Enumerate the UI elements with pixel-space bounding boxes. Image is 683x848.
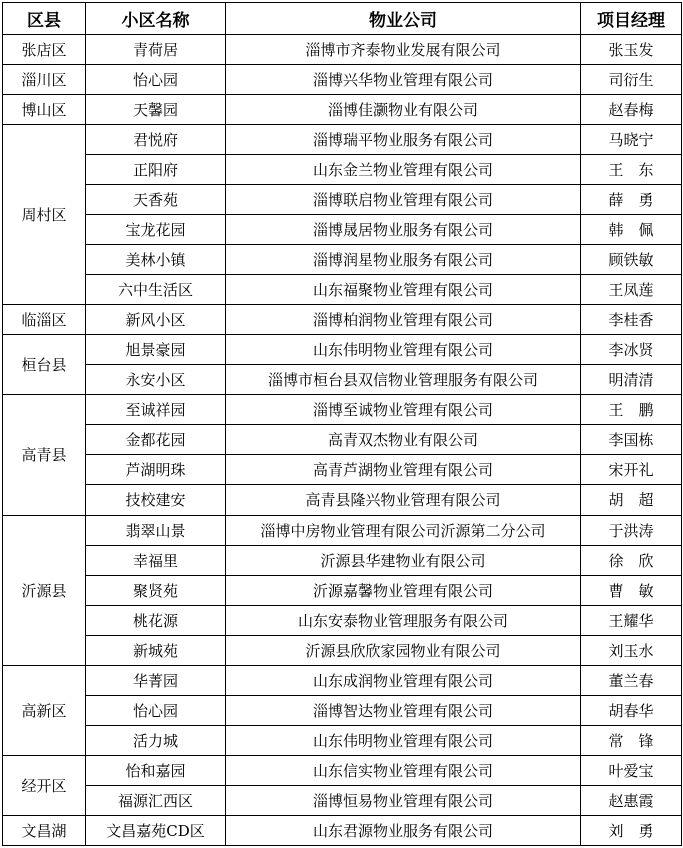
table-row	[3, 785, 682, 815]
community-cell: 美林小镇	[86, 245, 226, 275]
table-row	[3, 245, 682, 275]
header-community: 小区名称	[86, 3, 226, 35]
company-cell: 淄博瑞平物业服务有限公司	[226, 125, 581, 155]
district-cell: 淄川区	[3, 65, 86, 95]
table-row	[3, 35, 682, 65]
manager-cell: 刘 勇	[581, 815, 682, 845]
manager-cell: 叶爱宝	[581, 755, 682, 785]
header-row	[3, 3, 682, 35]
community-cell: 怡心园	[86, 65, 226, 95]
community-cell: 天香苑	[86, 185, 226, 215]
community-cell: 怡和嘉园	[86, 755, 226, 785]
table-row	[3, 635, 682, 665]
property-management-table	[2, 2, 682, 846]
district-cell: 临淄区	[3, 305, 86, 335]
community-cell: 天馨园	[86, 95, 226, 125]
table-row	[3, 605, 682, 635]
manager-cell: 韩 佩	[581, 215, 682, 245]
community-cell: 君悦府	[86, 125, 226, 155]
company-cell: 山东伟明物业管理有限公司	[226, 725, 581, 755]
community-cell: 华菁园	[86, 665, 226, 695]
company-cell: 淄博联启物业管理有限公司	[226, 185, 581, 215]
company-cell: 沂源县欣欣家园物业有限公司	[226, 635, 581, 665]
district-cell: 桓台县	[3, 335, 86, 395]
manager-cell: 赵春梅	[581, 95, 682, 125]
community-cell: 正阳府	[86, 155, 226, 185]
company-cell: 山东成润物业管理有限公司	[226, 665, 581, 695]
company-cell: 淄博智达物业管理有限公司	[226, 695, 581, 725]
company-cell: 淄博柏润物业管理有限公司	[226, 305, 581, 335]
table-row	[3, 725, 682, 755]
company-cell: 山东君源物业服务有限公司	[226, 815, 581, 845]
company-cell: 淄博润星物业服务有限公司	[226, 245, 581, 275]
table-row	[3, 125, 682, 155]
table-row	[3, 485, 682, 515]
community-cell: 文昌嘉苑CD区	[86, 815, 226, 845]
company-cell: 淄博晟居物业服务有限公司	[226, 215, 581, 245]
table-row	[3, 695, 682, 725]
community-cell: 芦湖明珠	[86, 455, 226, 485]
community-cell: 翡翠山景	[86, 515, 226, 545]
manager-cell: 李桂香	[581, 305, 682, 335]
company-cell: 山东安泰物业管理服务有限公司	[226, 605, 581, 635]
manager-cell: 胡春华	[581, 695, 682, 725]
community-cell: 旭景豪园	[86, 335, 226, 365]
manager-cell: 马晓宁	[581, 125, 682, 155]
district-cell: 高新区	[3, 665, 86, 755]
table-row	[3, 185, 682, 215]
manager-cell: 于洪涛	[581, 515, 682, 545]
manager-cell: 赵惠霞	[581, 785, 682, 815]
table-row	[3, 215, 682, 245]
company-cell: 高青双杰物业有限公司	[226, 425, 581, 455]
manager-cell: 张玉发	[581, 35, 682, 65]
company-cell: 淄博兴华物业管理有限公司	[226, 65, 581, 95]
company-cell: 淄博市桓台县双信物业管理服务有限公司	[226, 365, 581, 395]
manager-cell: 王 东	[581, 155, 682, 185]
company-cell: 淄博佳灏物业有限公司	[226, 95, 581, 125]
district-cell: 博山区	[3, 95, 86, 125]
community-cell: 青荷居	[86, 35, 226, 65]
community-cell: 新风小区	[86, 305, 226, 335]
table-row	[3, 575, 682, 605]
company-cell: 淄博至诚物业管理有限公司	[226, 395, 581, 425]
manager-cell: 胡 超	[581, 485, 682, 515]
company-cell: 高青芦湖物业管理有限公司	[226, 455, 581, 485]
community-cell: 聚贤苑	[86, 575, 226, 605]
table-row	[3, 305, 682, 335]
district-cell: 文昌湖	[3, 815, 86, 845]
company-cell: 沂源县华建物业有限公司	[226, 545, 581, 575]
table-row	[3, 275, 682, 305]
table-row	[3, 665, 682, 695]
community-cell: 新城苑	[86, 635, 226, 665]
manager-cell: 司衍生	[581, 65, 682, 95]
community-cell: 技校建安	[86, 485, 226, 515]
manager-cell: 李冰贤	[581, 335, 682, 365]
company-cell: 沂源嘉馨物业管理有限公司	[226, 575, 581, 605]
table-row	[3, 425, 682, 455]
community-cell: 桃花源	[86, 605, 226, 635]
manager-cell: 曹 敏	[581, 575, 682, 605]
table-row	[3, 815, 682, 845]
manager-cell: 王 鹏	[581, 395, 682, 425]
manager-cell: 明清清	[581, 365, 682, 395]
district-cell: 沂源县	[3, 515, 86, 665]
district-cell: 经开区	[3, 755, 86, 815]
manager-cell: 李国栋	[581, 425, 682, 455]
district-cell: 张店区	[3, 35, 86, 65]
header-company: 物业公司	[226, 3, 581, 35]
manager-cell: 薛 勇	[581, 185, 682, 215]
company-cell: 淄博中房物业管理有限公司沂源第二分公司	[226, 515, 581, 545]
table-row	[3, 65, 682, 95]
table-body	[3, 35, 682, 846]
header-manager: 项目经理	[581, 3, 682, 35]
company-cell: 淄博市齐泰物业发展有限公司	[226, 35, 581, 65]
district-cell: 周村区	[3, 125, 86, 305]
community-cell: 六中生活区	[86, 275, 226, 305]
manager-cell: 常 锋	[581, 725, 682, 755]
table-row	[3, 95, 682, 125]
community-cell: 幸福里	[86, 545, 226, 575]
community-cell: 永安小区	[86, 365, 226, 395]
community-cell: 宝龙花园	[86, 215, 226, 245]
company-cell: 高青县隆兴物业管理有限公司	[226, 485, 581, 515]
manager-cell: 王凤莲	[581, 275, 682, 305]
district-cell: 高青县	[3, 395, 86, 515]
company-cell: 山东伟明物业管理有限公司	[226, 335, 581, 365]
company-cell: 山东福聚物业管理有限公司	[226, 275, 581, 305]
community-cell: 福源汇西区	[86, 785, 226, 815]
manager-cell: 宋开礼	[581, 455, 682, 485]
community-cell: 活力城	[86, 725, 226, 755]
company-cell: 山东信实物业管理有限公司	[226, 755, 581, 785]
manager-cell: 王耀华	[581, 605, 682, 635]
manager-cell: 徐 欣	[581, 545, 682, 575]
table-row	[3, 515, 682, 545]
table-row	[3, 155, 682, 185]
community-cell: 怡心园	[86, 695, 226, 725]
table-row	[3, 755, 682, 785]
community-cell: 金都花园	[86, 425, 226, 455]
table-row	[3, 455, 682, 485]
table-row	[3, 365, 682, 395]
header-district: 区县	[3, 3, 86, 35]
manager-cell: 顾铁敏	[581, 245, 682, 275]
manager-cell: 刘玉水	[581, 635, 682, 665]
table-row	[3, 335, 682, 365]
company-cell: 山东金兰物业管理有限公司	[226, 155, 581, 185]
community-cell: 至诚祥园	[86, 395, 226, 425]
company-cell: 淄博恒易物业管理有限公司	[226, 785, 581, 815]
manager-cell: 董兰春	[581, 665, 682, 695]
table-row	[3, 395, 682, 425]
table-row	[3, 545, 682, 575]
